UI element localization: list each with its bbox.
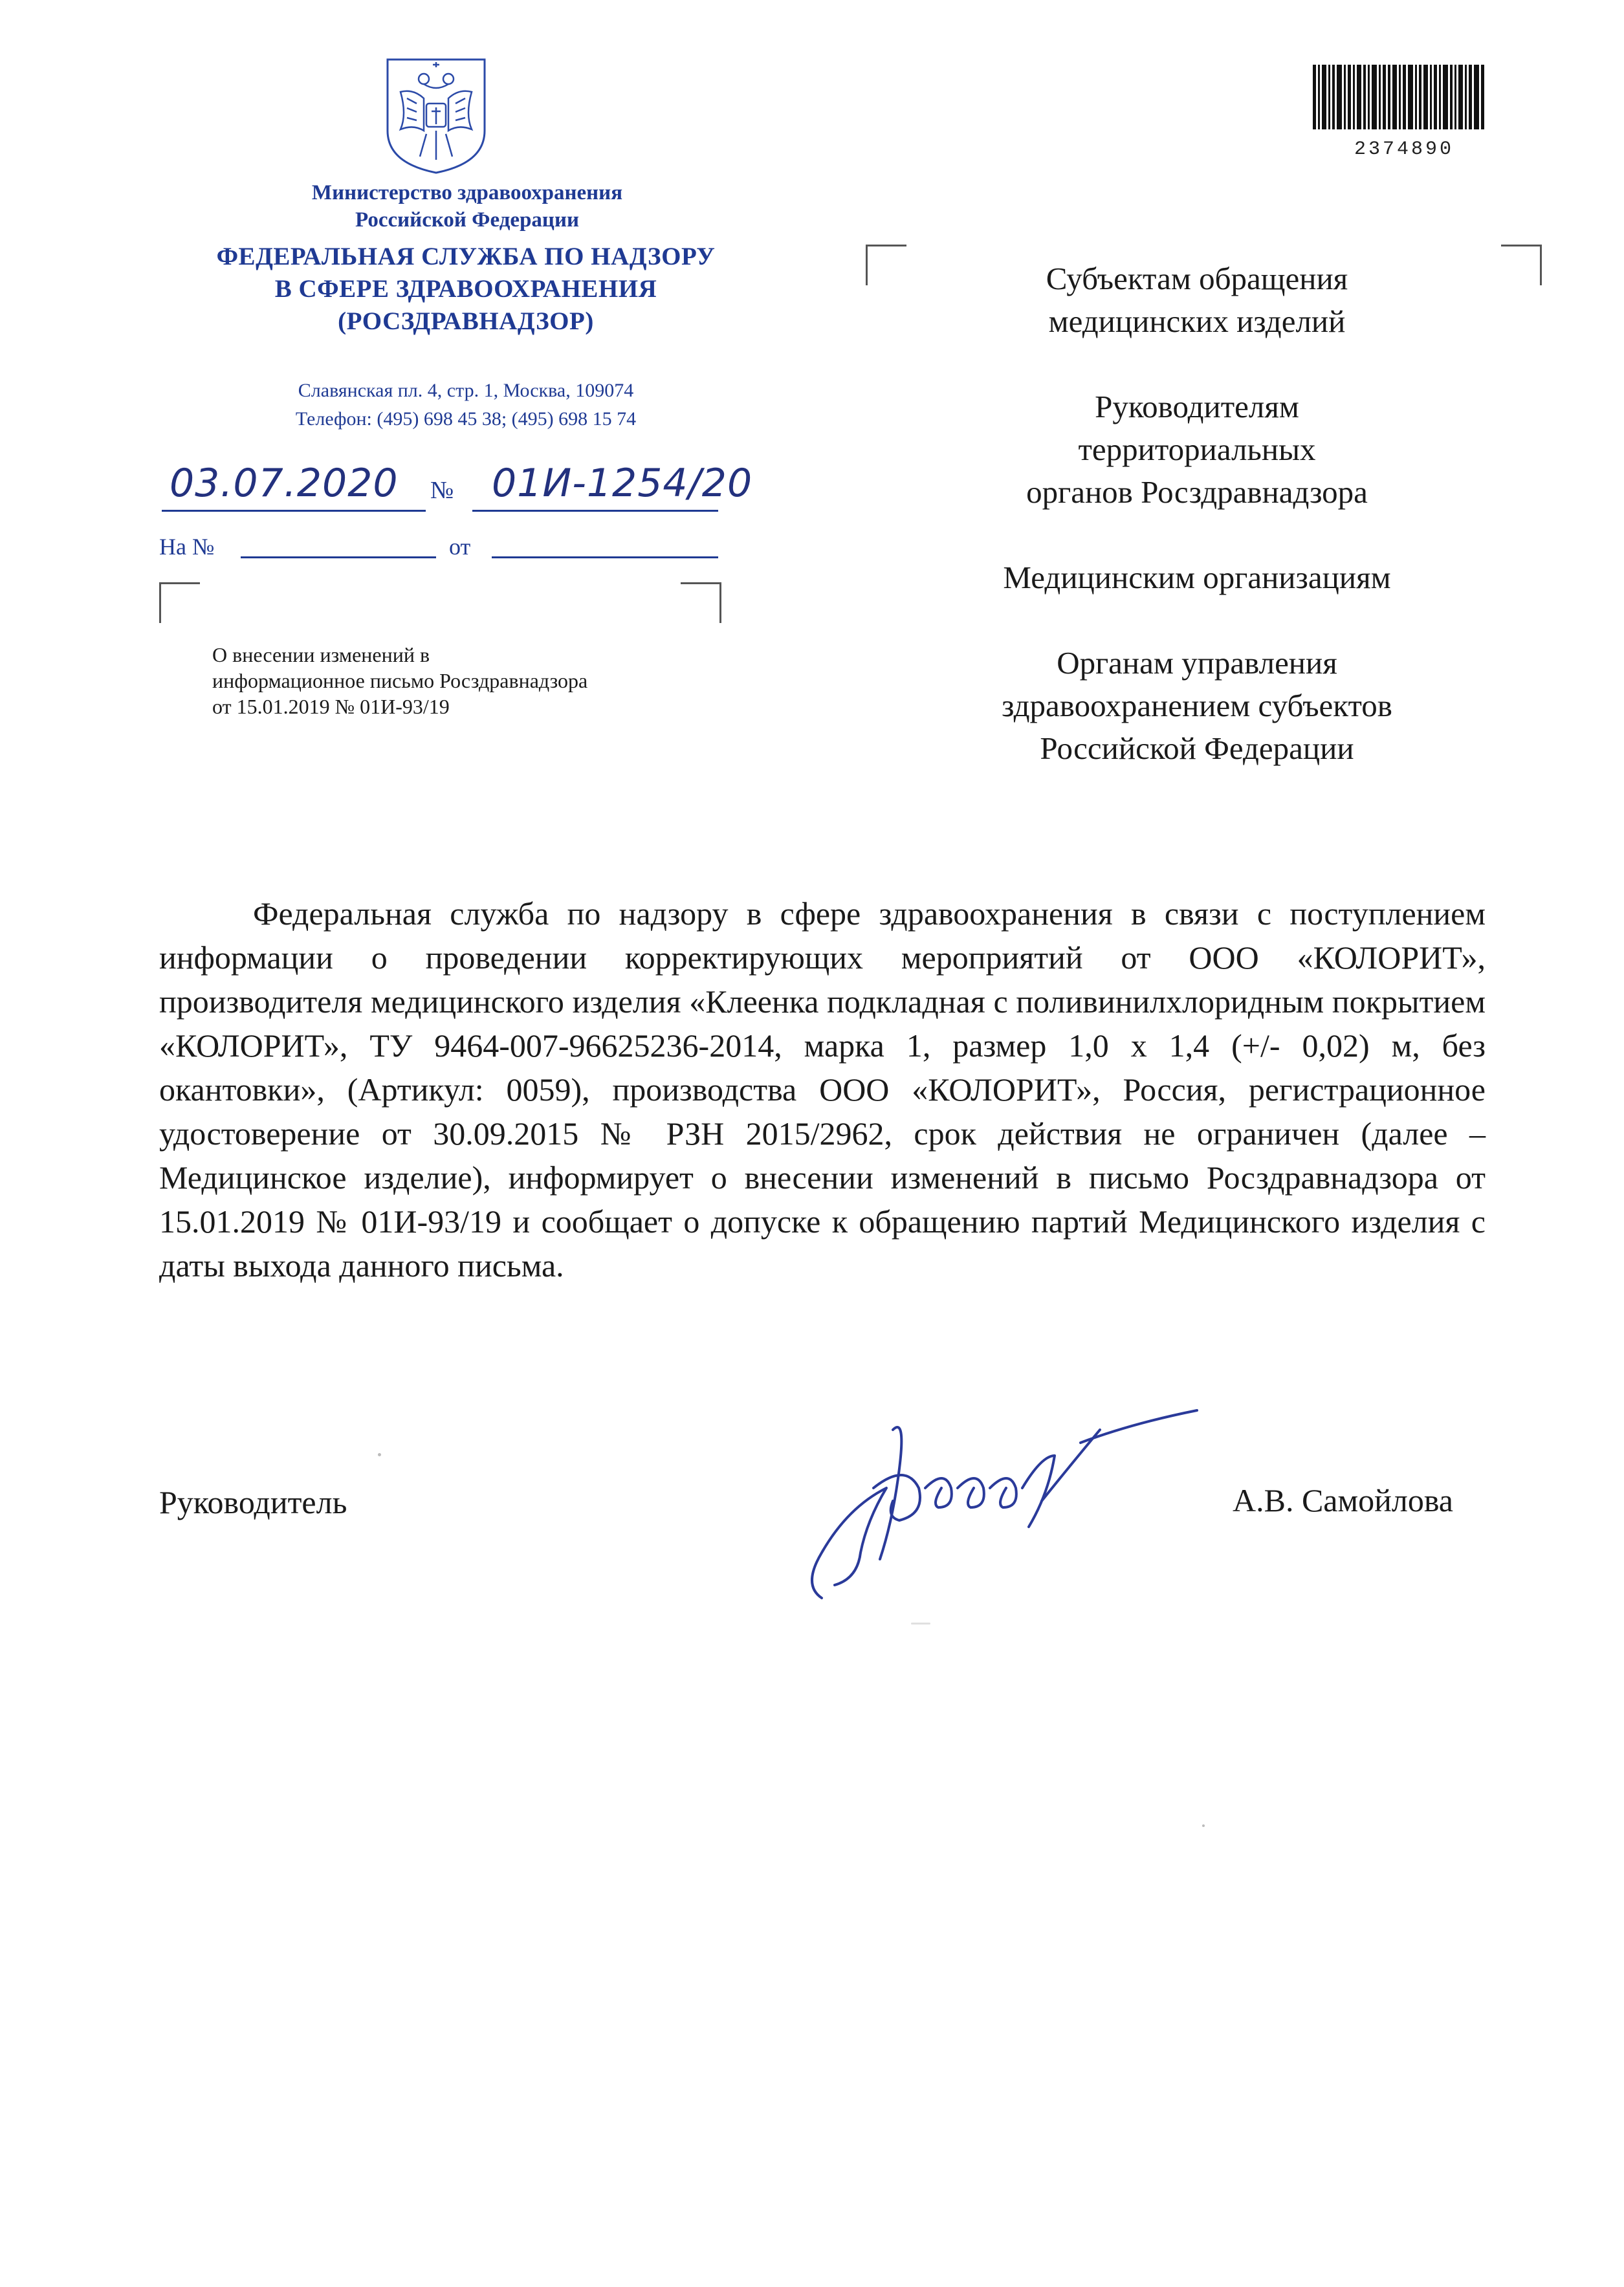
addressee-line: Субъектам обращения [1046, 261, 1348, 296]
barcode-icon [1313, 65, 1487, 144]
addressee-line: Руководителям [1095, 389, 1299, 424]
ministry-name [160, 179, 774, 234]
signatory-position: Руководитель [159, 1484, 347, 1520]
corner-mark-addressee-left [866, 245, 906, 285]
addressee-group-2 [906, 386, 1488, 514]
addressee-line: здравоохранением субъектов [1002, 688, 1392, 723]
reply-to-label: На № [159, 534, 215, 560]
service-name [129, 241, 802, 338]
scan-speck [911, 1623, 930, 1625]
ministry-line-2: Российской Федерации [355, 208, 579, 232]
letter-date: 03.07.2020 [170, 461, 399, 506]
addressee-group-1 [906, 257, 1488, 343]
addressee-group-3 [906, 556, 1488, 599]
addressee-line: Медицинским организациям [1003, 560, 1391, 595]
body-paragraph: Федеральная служба по надзору в сфере здравоохранения в связи с поступлением информации о проведении корректирующих мероприятий от ООО «КОЛОРИТ», производителя медицинского изделия «Клеенка подкладная с поливинилхлоридным покрытием «КОЛОРИТ», ТУ 9464-007-96625236-2014, марка 1, размер 1,0 х 1,4 (+/- 0,02) м, без окантовки», (Артикул: 0059), производства ООО «КОЛОРИТ», Россия, регистрационное удостоверение от 30.09.2015 № РЗН 2015/2962, срок действия не ограничен (далее – Медицинское изделие), информирует о внесении изменений в письмо Росздравнадзора от 15.01.2019 № 01И-93/19 и сообщает о допуске к обращению партий Медицинского изделия с даты выхода данного письма. [159, 895, 1486, 1284]
signatory-name: А.В. Самойлова [1233, 1482, 1453, 1518]
date-underline [162, 510, 426, 512]
barcode-number: 2374890 [1354, 138, 1454, 160]
addressee-line: Органам управления [1057, 645, 1337, 681]
number-sign: № [430, 477, 454, 504]
corner-mark-left-top [159, 582, 200, 623]
contact-block [155, 377, 776, 433]
addressee-list [906, 257, 1488, 813]
service-line-3: (РОСЗДРАВНАДЗОР) [338, 307, 594, 335]
letter-subject [212, 642, 743, 719]
addressee-line: медицинских изделий [1048, 303, 1346, 339]
corner-mark-right-top [681, 582, 721, 623]
subject-line-1: О внесении изменений в [212, 643, 430, 666]
handwritten-signature-icon [796, 1391, 1223, 1611]
scan-speck [378, 1453, 381, 1456]
reply-from-line [492, 556, 718, 558]
number-underline [472, 510, 718, 512]
russian-coat-of-arms-icon [381, 53, 491, 176]
addressee-line: территориальных [1078, 432, 1316, 467]
phone-numbers: Телефон: (495) 698 45 38; (495) 698 15 74 [295, 408, 637, 430]
service-line-2: В СФЕРЕ ЗДРАВООХРАНЕНИЯ [274, 275, 657, 303]
scan-speck [1202, 1824, 1205, 1827]
corner-mark-addressee-right [1501, 245, 1542, 285]
postal-address: Славянская пл. 4, стр. 1, Москва, 109074 [298, 380, 634, 401]
subject-line-3: от 15.01.2019 № 01И-93/19 [212, 695, 450, 718]
ministry-line-1: Министерство здравоохранения [311, 181, 623, 204]
addressee-line: Российской Федерации [1040, 730, 1354, 766]
subject-line-2: информационное письмо Росздравнадзора [212, 669, 588, 692]
letter-number: 01И-1254/20 [492, 461, 753, 506]
reply-from-label: от [449, 534, 471, 560]
addressee-line: органов Росздравнадзора [1026, 474, 1368, 510]
addressee-group-4 [906, 642, 1488, 770]
reply-to-line [241, 556, 436, 558]
service-line-1: ФЕДЕРАЛЬНАЯ СЛУЖБА ПО НАДЗОРУ [216, 243, 716, 270]
